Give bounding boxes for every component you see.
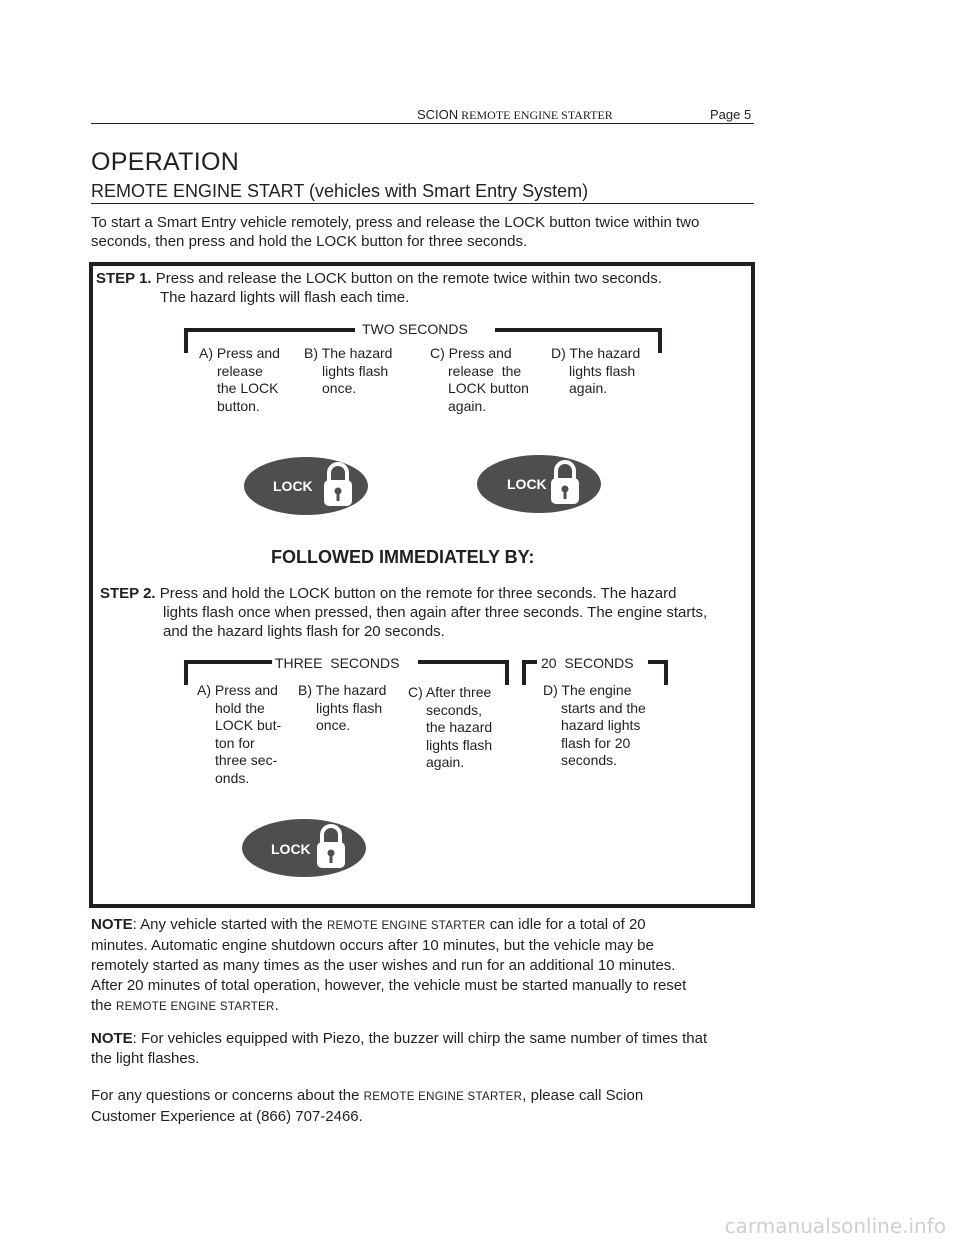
step1-line2: The hazard lights will flash each time. — [160, 289, 410, 306]
note-piezo: NOTE: For vehicles equipped with Piezo, the buzzer will chirp the same number of times that the light flashes. — [91, 1030, 708, 1067]
note-label: NOTE — [91, 916, 133, 933]
step1-item-b: B) The hazard lights flash once. — [304, 345, 393, 396]
subtitle-rule — [91, 203, 754, 204]
three-seconds-label: THREE SECONDS — [275, 655, 400, 671]
lock-button-illustration — [476, 454, 602, 514]
step2-label: STEP 2. — [100, 585, 156, 602]
step1-item-a: A) Press and release the LOCK button. — [199, 345, 280, 414]
lock-button-illustration — [241, 818, 367, 878]
step1-item-d: D) The hazard lights flash again. — [551, 345, 641, 396]
page-title: OPERATION — [91, 148, 240, 176]
running-header — [417, 107, 613, 123]
header-rule — [91, 123, 754, 124]
note-engine-idle: NOTE: Any vehicle started with the REMOTE ENGINE STARTER can idle for a total of 20 minutes. Automatic engine shutdown occurs after 10 minutes, but the vehicle may be remotely started as many times as the user wishes and run for an additional 10 minutes. After 20 minutes of total operation, however, the vehicle must be started manually to reset the REMOTE ENGINE STARTER. — [91, 916, 687, 1014]
padlock-icon — [318, 830, 344, 866]
step2-line1: Press and hold the LOCK button on the remote for three seconds. The hazard — [159, 585, 677, 602]
step2-text — [100, 584, 676, 603]
contact-paragraph: For any questions or concerns about the REMOTE ENGINE STARTER, please call Scion Customer Experience at (866) 707-2466. — [91, 1087, 644, 1125]
lock-button-label: LOCK — [273, 478, 313, 494]
twenty-seconds-label: 20 SECONDS — [541, 655, 634, 671]
step1-item-c: C) Press and release the LOCK button again. — [430, 345, 529, 414]
step2-item-c: C) After three seconds, the hazard lights flash again. — [408, 684, 493, 770]
followed-heading: FOLLOWED IMMEDIATELY BY: — [271, 547, 535, 567]
header-brand: SCION — [417, 107, 459, 122]
step1-line1: Press and release the LOCK button on the remote twice within two seconds. — [155, 270, 662, 287]
padlock-icon — [325, 468, 351, 504]
step2-item-d: D) The engine starts and the hazard lights flash for 20 seconds. — [543, 682, 646, 768]
header-title: REMOTE ENGINE STARTER — [458, 108, 613, 122]
lock-button-label: LOCK — [507, 476, 547, 492]
watermark: carmanualsonline.info — [724, 1214, 946, 1238]
step2-line2: lights flash once when pressed, then again after three seconds. The engine starts, — [163, 604, 708, 621]
intro-paragraph — [91, 213, 761, 251]
intro-line: seconds, then press and hold the LOCK button for three seconds. — [91, 233, 528, 250]
padlock-icon — [552, 466, 578, 502]
note-label: NOTE — [91, 1030, 133, 1047]
step2-item-a: A) Press and hold the LOCK but- ton for three sec- onds. — [197, 682, 282, 786]
two-seconds-label: TWO SECONDS — [362, 321, 468, 337]
lock-button-illustration — [243, 456, 369, 516]
lock-button-label: LOCK — [271, 841, 311, 857]
section-subtitle: REMOTE ENGINE START (vehicles with Smart Entry System) — [91, 181, 589, 201]
intro-line: To start a Smart Entry vehicle remotely, press and release the LOCK button twice within two — [91, 214, 700, 231]
step1-text — [96, 269, 662, 288]
step2-item-b: B) The hazard lights flash once. — [298, 682, 387, 733]
page-number: Page 5 — [710, 107, 752, 122]
step1-label: STEP 1. — [96, 270, 152, 287]
step2-line3: and the hazard lights flash for 20 seconds. — [163, 623, 445, 640]
